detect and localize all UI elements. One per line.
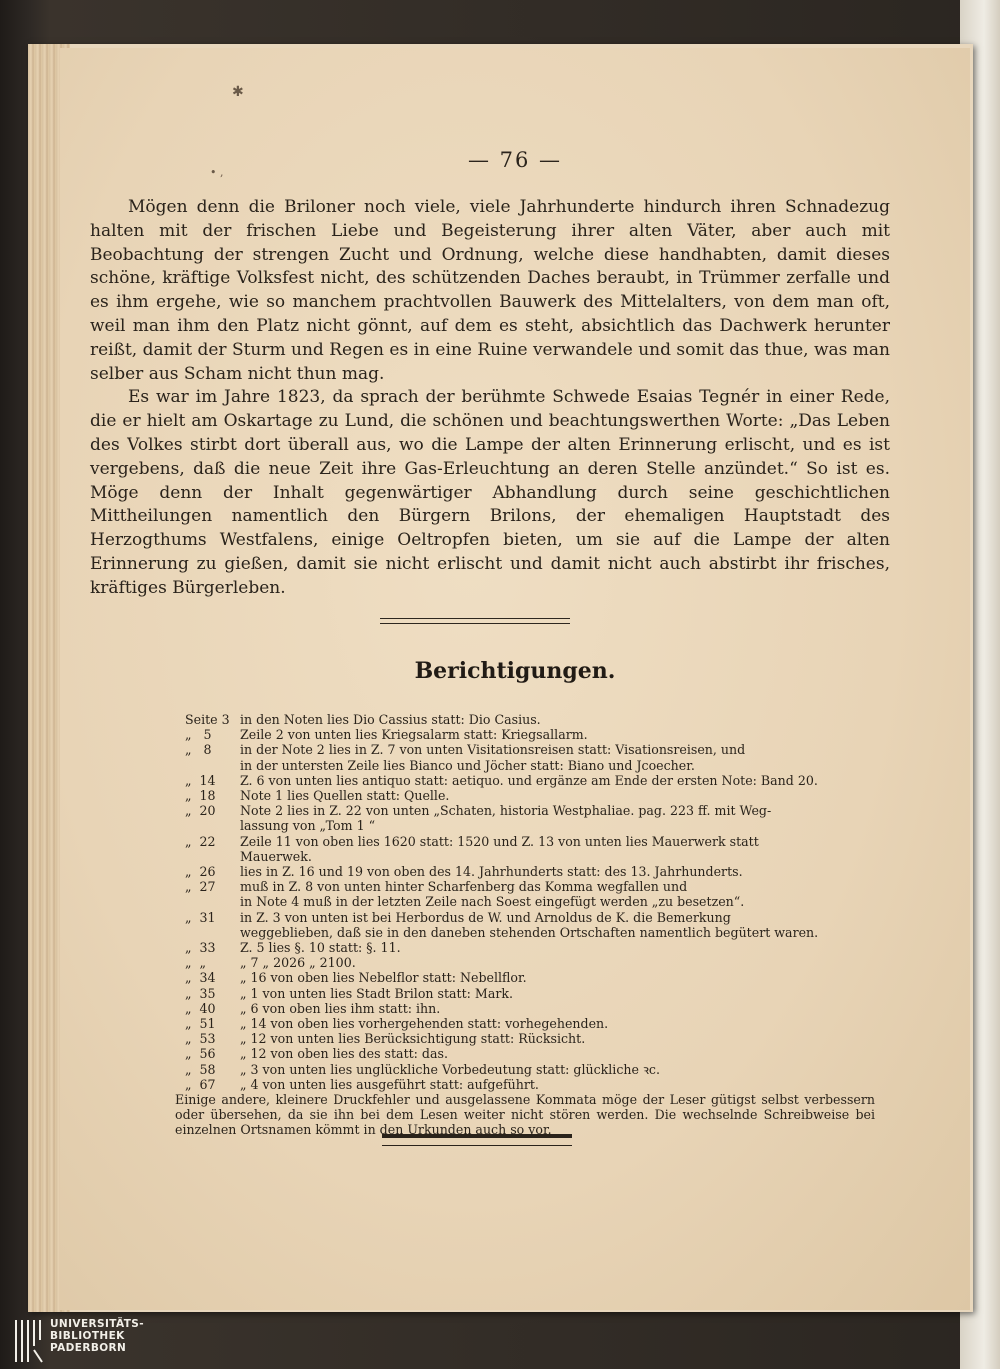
errata-continuation: lassung von „Tom 1 “ [240, 818, 376, 834]
errata-entry: „ 27 muß in Z. 8 von unten hinter Scharfenberg das Komma wegfallen und [185, 879, 688, 895]
errata-entry: „ 53 „ 12 von unten lies Berücksichtigung statt: Rücksicht. [185, 1031, 586, 1047]
errata-list [175, 712, 875, 1138]
errata-entry: „ 26 lies in Z. 16 und 19 von oben des 14. Jahrhunderts statt: des 13. Jahrhunderts. [185, 864, 743, 880]
closing-divider [382, 1134, 572, 1146]
main-text [90, 196, 890, 601]
errata-continuation: weggeblieben, daß sie in den daneben stehenden Ortschaften namentlich begütert waren. [240, 924, 819, 940]
errata-continuation: in der untersten Zeile lies Bianco und Jöcher statt: Biano und Jcoecher. [240, 757, 695, 773]
errata-continuation: Mauerwek. [240, 848, 312, 864]
errata-closing-note: Einige andere, kleinere Druckfehler und ausgelassene Kommata möge der Leser gütigst selbst verbessern oder übersehen, da sie ihn bei dem Lesen weiter nicht stören werden. Die wechselnde Schreibweise bei einzelnen Ortsnamen kömmt in den Urkunden auch so vor. [175, 1092, 875, 1138]
errata-entry: „ 14 Z. 6 von unten lies antiquo statt: aetiquo. und ergänze am Ende der ersten Note: Band 20. [185, 772, 818, 788]
errata-entry: „ 67 „ 4 von unten lies ausgeführt statt: aufgeführt. [185, 1076, 539, 1092]
errata-entry: „ 18 Note 1 lies Quellen statt: Quelle. [185, 788, 450, 804]
errata-entry: „ 5 Zeile 2 von unten lies Kriegsalarm statt: Kriegsallarm. [185, 727, 588, 743]
page-number: — 76 — [467, 148, 563, 172]
errata-entry: „ „ „ 7 „ 2026 „ 2100. [185, 955, 356, 971]
errata-entry: „ 20 Note 2 lies in Z. 22 von unten „Schaten, historia Westphaliae. pag. 223 ff. mit Weg- [185, 803, 772, 819]
book-page [60, 48, 970, 1310]
paragraph: Es war im Jahre 1823, da sprach der berühmte Schwede Esaias Tegnér in einer Rede, die er hielt am Oskartage zu Lund, die schönen und beachtungswerthen Worte: „Das Leben des Volkes stirbt dort überall aus, wo die Lampe der alten Erinnerung erlischt, und es ist vergebens, daß die neue Zeit ihre Gas-Erleuchtung an deren Stelle anzündet.“ So ist es. Möge denn der Inhalt gegenwärtiger Abhandlung durch seine geschichtlichen Mittheilungen namentlich den Bürgern Brilons, der ehemaligen Hauptstadt des Herzogthums Westfalens, einige Oeltropfen bieten, um sie auf die Lampe der alten Erinnerung zu gießen, damit sie nicht erlischt und damit nicht auch abstirbt ihr frisches, kräftiges Bürgerleben. [90, 387, 890, 598]
errata-entry: Seite 3 in den Noten lies Dio Cassius statt: Dio Casius. [185, 712, 541, 727]
errata-entry: „ 8 in der Note 2 lies in Z. 7 von unten Visitationsreisen statt: Visationsreisen, und [185, 742, 746, 758]
errata-entry: „ 58 „ 3 von unten lies unglückliche Vorbedeutung statt: glückliche ꝛc. [185, 1061, 660, 1077]
errata-entry: „ 35 „ 1 von unten lies Stadt Brilon statt: Mark. [185, 985, 513, 1001]
library-logo-text: UNIVERSITÄTS- BIBLIOTHEK PADERBORN [50, 1318, 145, 1354]
errata-entry: „ 51 „ 14 von oben lies vorhergehenden statt: vorhegehenden. [185, 1016, 609, 1032]
errata-entry: „ 22 Zeile 11 von oben lies 1620 statt: 1520 und Z. 13 von unten lies Mauerwerk statt [185, 833, 759, 849]
paragraph: Mögen denn die Briloner noch viele, viele Jahrhunderte hindurch ihren Schnadezug halten mit der frischen Liebe und Begeisterung ihrer alten Väter, aber auch mit Beobachtung der strengen Zucht und Ordnung, welche diese handhabten, damit dieses schöne, kräftige Volksfest nicht, des schützenden Daches beraubt, in Trümmer zerfalle und es ihm ergehe, wie so manchem prachtvollen Bauwerk des Mittelalters, von dem man oft, weil man ihm den Platz nicht gönnt, auf dem es steht, absichtlich das Dachwerk herunter reißt, damit der Sturm und Regen es in eine Ruine verwandele und somit das thue, was man selber aus Scham nicht thun mag. [90, 197, 890, 384]
ink-spot: ✱ [232, 84, 244, 100]
errata-entry: „ 31 in Z. 3 von unten ist bei Herbordus de W. und Arnoldus de K. die Bemerkung [185, 909, 731, 925]
errata-entry: „ 40 „ 6 von oben lies ihm statt: ihn. [185, 1000, 441, 1016]
errata-continuation: in Note 4 muß in der letzten Zeile nach Soest eingefügt werden „zu besetzen“. [240, 894, 745, 910]
section-title: Berichtigungen. [414, 658, 616, 684]
errata-entry: „ 34 „ 16 von oben lies Nebelflor statt: Nebellflor. [185, 970, 527, 986]
ink-spot: • , [210, 166, 224, 179]
errata-entry: „ 33 Z. 5 lies §. 10 statt: §. 11. [185, 940, 401, 956]
section-divider [380, 618, 570, 624]
errata-entry: „ 56 „ 12 von oben lies des statt: das. [185, 1046, 448, 1062]
